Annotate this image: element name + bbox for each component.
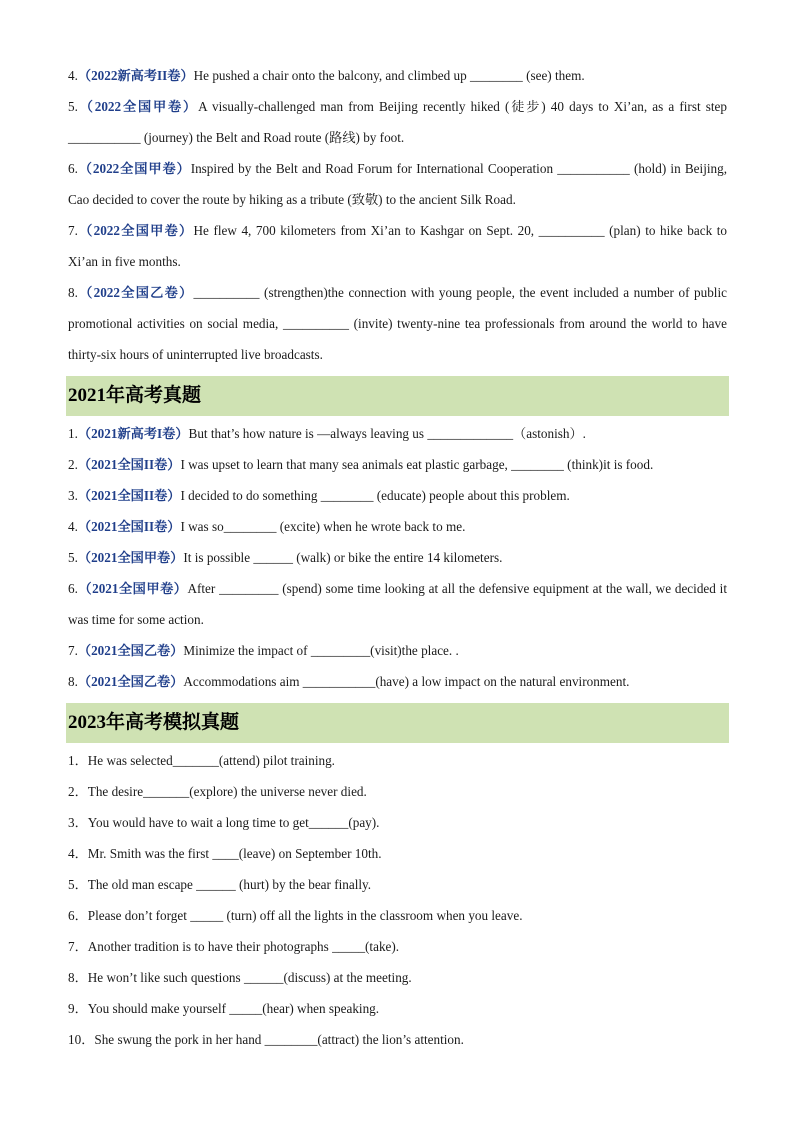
question-2023-7 <box>68 931 727 962</box>
question-number: 7． <box>68 939 88 954</box>
question-2022-4 <box>68 60 727 91</box>
question-source: （2021全国II卷） <box>77 519 181 534</box>
question-text: I was upset to learn that many sea animals eat plastic garbage, ________ (think)it is food. <box>180 457 654 472</box>
question-2022-7 <box>68 215 727 277</box>
question-source: （2022新高考II卷） <box>77 68 194 83</box>
question-text: Minimize the impact of _________(visit)the place. . <box>183 643 459 658</box>
question-2021-2 <box>68 449 727 480</box>
section-2022-list <box>68 60 727 370</box>
question-text: A visually-challenged man from Beijing recently hiked (徒步) 40 days to Xi’an, as a first step ___________ (journey) the Belt and Road route (路线) by foot. <box>68 99 727 145</box>
question-2022-6 <box>68 153 727 215</box>
question-number: 4． <box>68 846 88 861</box>
question-text: __________ (strengthen)the connection with young people, the event included a number of public promotional activities on social media, __________ (invite) twenty-nine tea professionals from around the world to have thirty-six hours of uninterrupted live broadcasts. <box>68 285 727 362</box>
question-number: 8． <box>68 970 88 985</box>
section-2023-list <box>68 745 727 1055</box>
question-source: （2022全国甲卷） <box>77 223 194 238</box>
question-number: 4. <box>68 68 78 83</box>
section-header-2021: 2021年高考真题 <box>66 376 729 416</box>
question-text: The old man escape ______ (hurt) by the bear finally. <box>87 877 372 892</box>
section-header-2023: 2023年高考模拟真题 <box>66 703 729 743</box>
question-number: 1. <box>68 426 78 441</box>
question-source: （2022全国甲卷） <box>77 99 199 114</box>
question-text: Please don’t forget _____ (turn) off all the lights in the classroom when you leave. <box>87 908 523 923</box>
question-2023-2 <box>68 776 727 807</box>
question-2021-1 <box>68 418 727 449</box>
question-number: 6. <box>68 581 78 596</box>
question-number: 8. <box>68 674 78 689</box>
question-source: （2022全国甲卷） <box>77 161 191 176</box>
question-number: 10． <box>68 1032 95 1047</box>
question-2021-8 <box>68 666 727 697</box>
question-source: （2021全国乙卷） <box>77 643 184 658</box>
question-text: Inspired by the Belt and Road Forum for International Cooperation ___________ (hold) in Beijing, Cao decided to cover the route by hiking as a tribute (致敬) to the ancient Silk Road. <box>68 161 728 207</box>
question-text: You should make yourself _____(hear) when speaking. <box>87 1001 380 1016</box>
question-source: （2021新高考I卷） <box>77 426 189 441</box>
question-number: 2． <box>68 784 88 799</box>
question-source: （2021全国甲卷） <box>77 550 184 565</box>
question-2023-3 <box>68 807 727 838</box>
question-text: Another tradition is to have their photographs _____(take). <box>87 939 400 954</box>
question-2021-7 <box>68 635 727 666</box>
question-number: 2. <box>68 457 78 472</box>
question-number: 9． <box>68 1001 88 1016</box>
question-2023-5 <box>68 869 727 900</box>
question-2021-5 <box>68 542 727 573</box>
question-2022-8 <box>68 277 727 370</box>
question-text: After _________ (spend) some time looking at all the defensive equipment at the wall, we decided it was time for some action. <box>68 581 727 627</box>
question-text: Mr. Smith was the first ____(leave) on September 10th. <box>87 846 382 861</box>
question-number: 5． <box>68 877 88 892</box>
question-source: （2021全国乙卷） <box>77 674 184 689</box>
question-number: 7. <box>68 223 78 238</box>
question-text: He flew 4, 700 kilometers from Xi’an to Kashgar on Sept. 20, __________ (plan) to hike back to Xi’an in five months. <box>68 223 728 269</box>
question-text: He won’t like such questions ______(discuss) at the meeting. <box>87 970 412 985</box>
question-text: She swung the pork in her hand ________(attract) the lion’s attention. <box>94 1032 464 1047</box>
question-text: The desire_______(explore) the universe never died. <box>87 784 367 799</box>
worksheet-page <box>68 60 727 1055</box>
question-text: But that’s how nature is —always leaving us _____________（astonish）. <box>188 426 586 441</box>
question-2021-3 <box>68 480 727 511</box>
question-2023-8 <box>68 962 727 993</box>
question-2023-10 <box>68 1024 727 1055</box>
question-text: I decided to do something ________ (educate) people about this problem. <box>180 488 570 503</box>
question-source: （2022全国乙卷） <box>77 285 194 300</box>
question-number: 3． <box>68 815 88 830</box>
question-text: He pushed a chair onto the balcony, and climbed up ________ (see) them. <box>193 68 585 83</box>
question-2022-5 <box>68 91 727 153</box>
question-2023-6 <box>68 900 727 931</box>
question-2023-4 <box>68 838 727 869</box>
question-source: （2021全国II卷） <box>77 488 181 503</box>
question-number: 7. <box>68 643 78 658</box>
question-number: 8. <box>68 285 78 300</box>
question-number: 4. <box>68 519 78 534</box>
question-2021-4 <box>68 511 727 542</box>
question-number: 6． <box>68 908 88 923</box>
question-number: 1． <box>68 753 88 768</box>
question-text: He was selected_______(attend) pilot training. <box>87 753 335 768</box>
question-number: 3. <box>68 488 78 503</box>
section-2021-list <box>68 418 727 697</box>
question-text: You would have to wait a long time to get______(pay). <box>87 815 380 830</box>
question-2021-6 <box>68 573 727 635</box>
question-number: 5. <box>68 99 78 114</box>
question-number: 5. <box>68 550 78 565</box>
question-2023-9 <box>68 993 727 1024</box>
question-number: 6. <box>68 161 78 176</box>
question-source: （2021全国II卷） <box>77 457 181 472</box>
question-2023-1 <box>68 745 727 776</box>
question-source: （2021全国甲卷） <box>77 581 188 596</box>
question-text: It is possible ______ (walk) or bike the entire 14 kilometers. <box>183 550 503 565</box>
question-text: Accommodations aim ___________(have) a low impact on the natural environment. <box>183 674 630 689</box>
question-text: I was so________ (excite) when he wrote back to me. <box>180 519 466 534</box>
